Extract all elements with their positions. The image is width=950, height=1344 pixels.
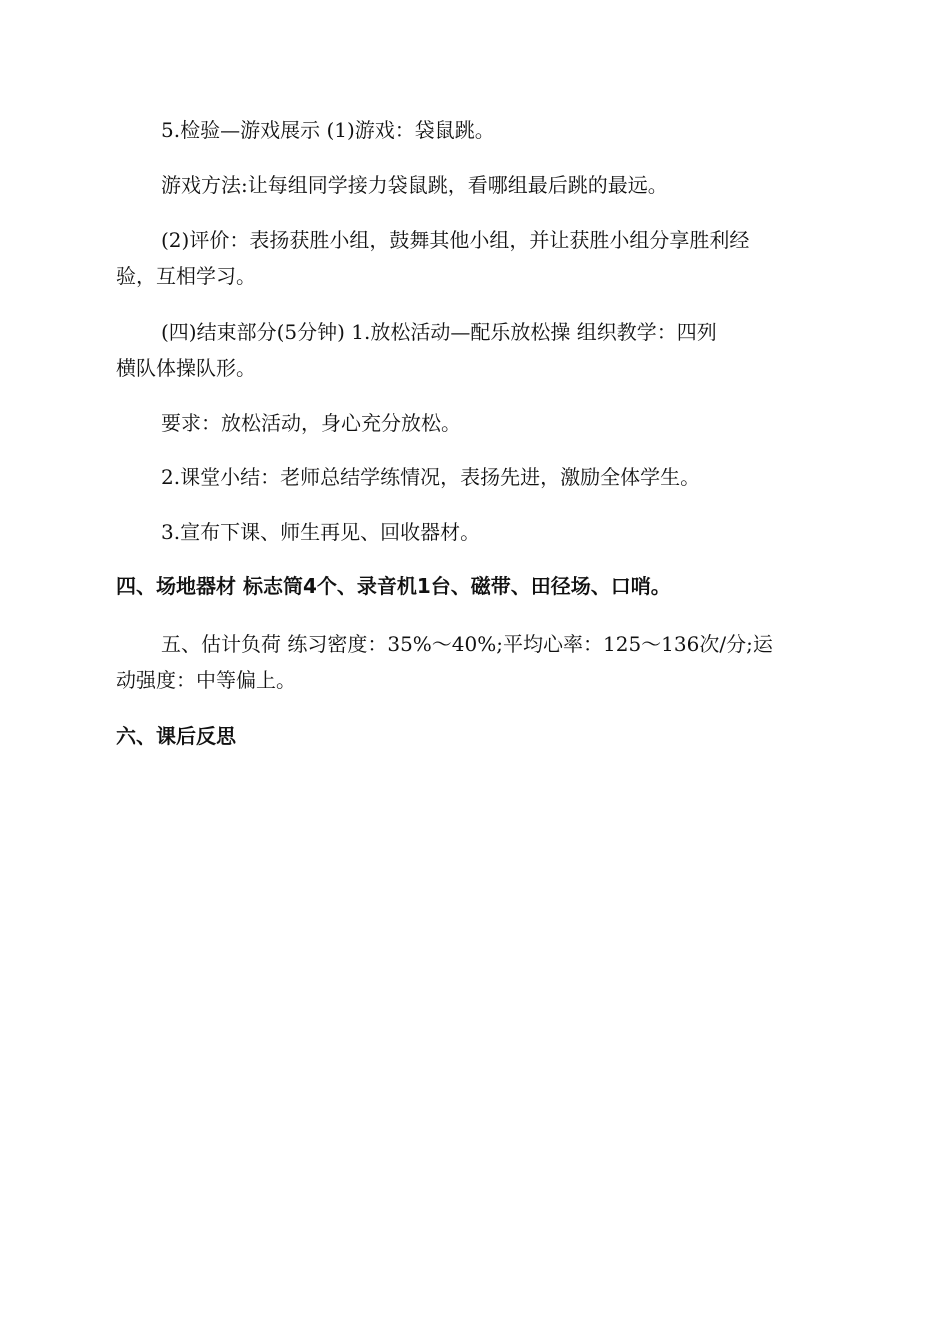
dismissal-line: 3.宣布下课、师生再见、回收器材。 [161,520,481,544]
equipment-heading: 四、场地器材 标志筒4个、录音机1台、磁带、田径场、口哨。 [116,574,671,598]
game-showcase-line: 5.检验—游戏展示 (1)游戏：袋鼠跳。 [161,118,495,142]
ending-part-line-continued: 横队体操队形。 [116,356,256,380]
load-estimate-line: 五、估计负荷 练习密度：35%～40%;平均心率：125～136次/分;运 [161,632,773,656]
class-summary-line: 2.课堂小结：老师总结学练情况，表扬先进，激励全体学生。 [161,465,701,489]
reflection-heading: 六、课后反思 [116,724,236,748]
load-estimate-line-continued: 动强度：中等偏上。 [116,668,296,692]
evaluation-line-continued: 验，互相学习。 [116,264,256,288]
game-method-line: 游戏方法:让每组同学接力袋鼠跳，看哪组最后跳的最远。 [161,173,668,197]
evaluation-line: (2)评价：表扬获胜小组，鼓舞其他小组，并让获胜小组分享胜利经 [161,228,750,252]
requirement-line: 要求：放松活动，身心充分放松。 [161,411,461,435]
ending-part-line: (四)结束部分(5分钟) 1.放松活动—配乐放松操 组织教学：四列 [161,320,717,344]
